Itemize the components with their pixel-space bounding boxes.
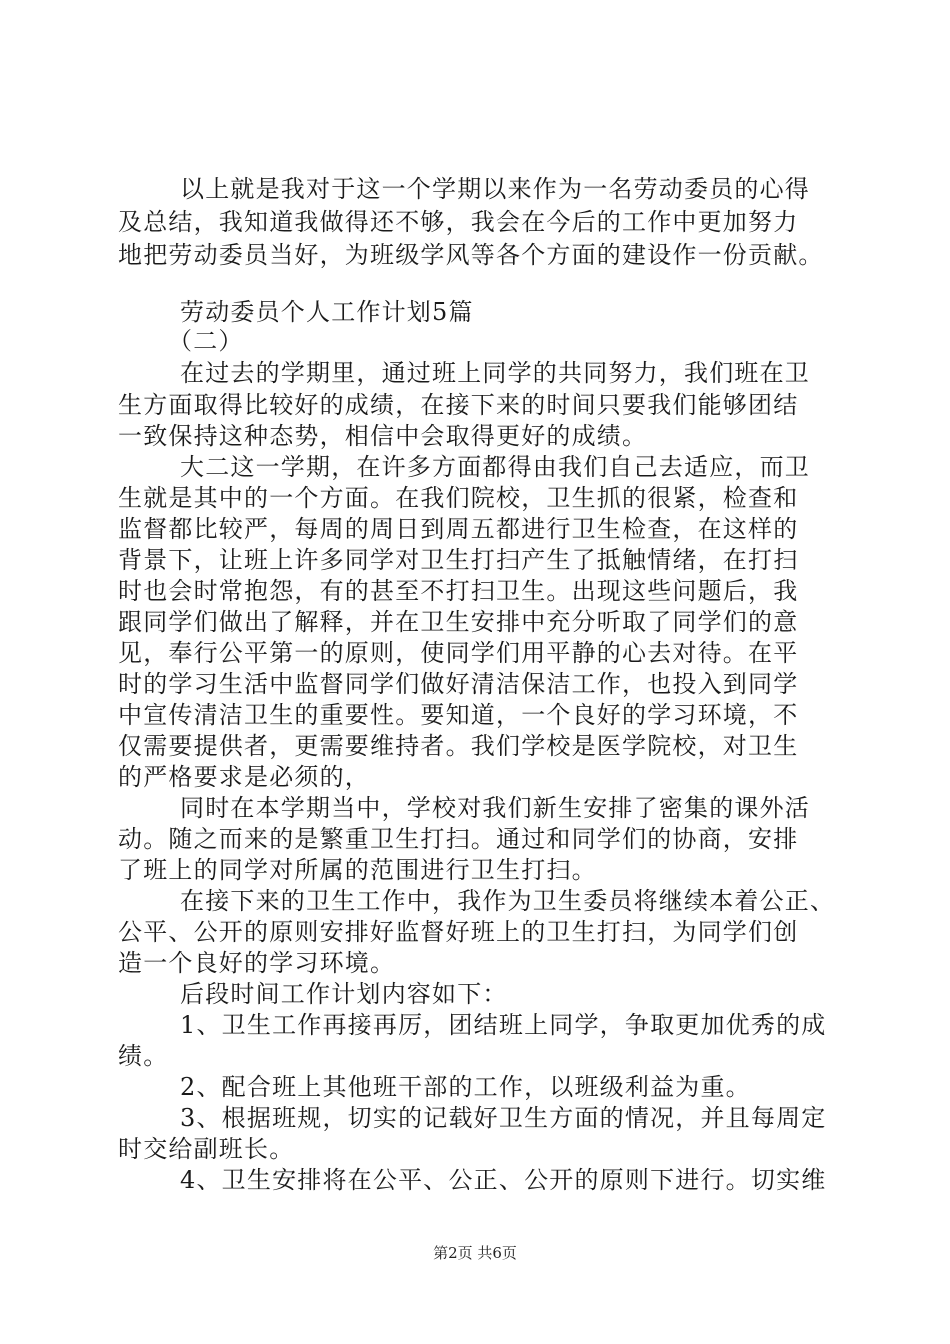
paragraph-line: 以上就是我对于这一个学期以来作为一名劳动委员的心得 — [180, 175, 810, 203]
list-item-continuation: 时交给副班长。 — [118, 1135, 295, 1163]
paragraph-line: 同时在本学期当中，学校对我们新生安排了密集的课外活 — [180, 794, 810, 822]
paragraph-line: 公平、公开的原则安排好监督好班上的卫生打扫，为同学们创 — [118, 918, 799, 946]
paragraph-line: 仅需要提供者，更需要维持者。我们学校是医学院校，对卫生 — [118, 732, 799, 760]
page-number-footer: 第2页 共6页 — [433, 1244, 517, 1262]
paragraph-line: 造一个良好的学习环境。 — [118, 949, 396, 977]
paragraph-line: 及总结，我知道我做得还不够，我会在今后的工作中更加努力 — [118, 208, 799, 236]
paragraph-line: 背景下，让班上许多同学对卫生打扫产生了抵触情绪，在打扫 — [118, 546, 799, 574]
paragraph-line: 生方面取得比较好的成绩，在接下来的时间只要我们能够团结 — [118, 391, 799, 419]
paragraph-line: 的严格要求是必须的， — [118, 763, 370, 791]
paragraph-line: 动。随之而来的是繁重卫生打扫。通过和同学们的协商，安排 — [118, 825, 799, 853]
section-subheading: （二） — [168, 327, 244, 355]
paragraph-line: 在接下来的卫生工作中，我作为卫生委员将继续本着公正、 — [180, 887, 836, 915]
paragraph-line: 地把劳动委员当好，为班级学风等各个方面的建设作一份贡献。 — [118, 241, 824, 269]
list-item-continuation: 绩。 — [118, 1042, 169, 1070]
paragraph-line: 时也会时常抱怨，有的甚至不打扫卫生。出现这些问题后，我 — [118, 577, 799, 605]
list-item: 4、卫生安排将在公平、公正、公开的原则下进行。切实维 — [180, 1166, 827, 1194]
paragraph-line: 见，奉行公平第一的原则，使同学们用平静的心去对待。在平 — [118, 639, 799, 667]
paragraph-line: 了班上的同学对所属的范围进行卫生打扫。 — [118, 856, 597, 884]
paragraph-line: 在过去的学期里，通过班上同学的共同努力，我们班在卫 — [180, 359, 810, 387]
paragraph-line: 大二这一学期，在许多方面都得由我们自己去适应，而卫 — [180, 453, 810, 481]
paragraph-line: 跟同学们做出了解释，并在卫生安排中充分听取了同学们的意 — [118, 608, 799, 636]
paragraph-line: 一致保持这种态势，相信中会取得更好的成绩。 — [118, 422, 648, 450]
paragraph-line: 后段时间工作计划内容如下： — [180, 980, 508, 1008]
list-item: 1、卫生工作再接再厉，团结班上同学，争取更加优秀的成 — [180, 1011, 827, 1039]
paragraph-line: 生就是其中的一个方面。在我们院校，卫生抓的很紧，检查和 — [118, 484, 799, 512]
list-item: 2、配合班上其他班干部的工作，以班级利益为重。 — [180, 1073, 751, 1101]
paragraph-line: 中宣传清洁卫生的重要性。要知道，一个良好的学习环境，不 — [118, 701, 799, 729]
section-heading: 劳动委员个人工作计划5篇 — [180, 298, 474, 326]
list-item: 3、根据班规，切实的记载好卫生方面的情况，并且每周定 — [180, 1104, 827, 1132]
paragraph-line: 时的学习生活中监督同学们做好清洁保洁工作，也投入到同学 — [118, 670, 799, 698]
paragraph-line: 监督都比较严，每周的周日到周五都进行卫生检查，在这样的 — [118, 515, 799, 543]
